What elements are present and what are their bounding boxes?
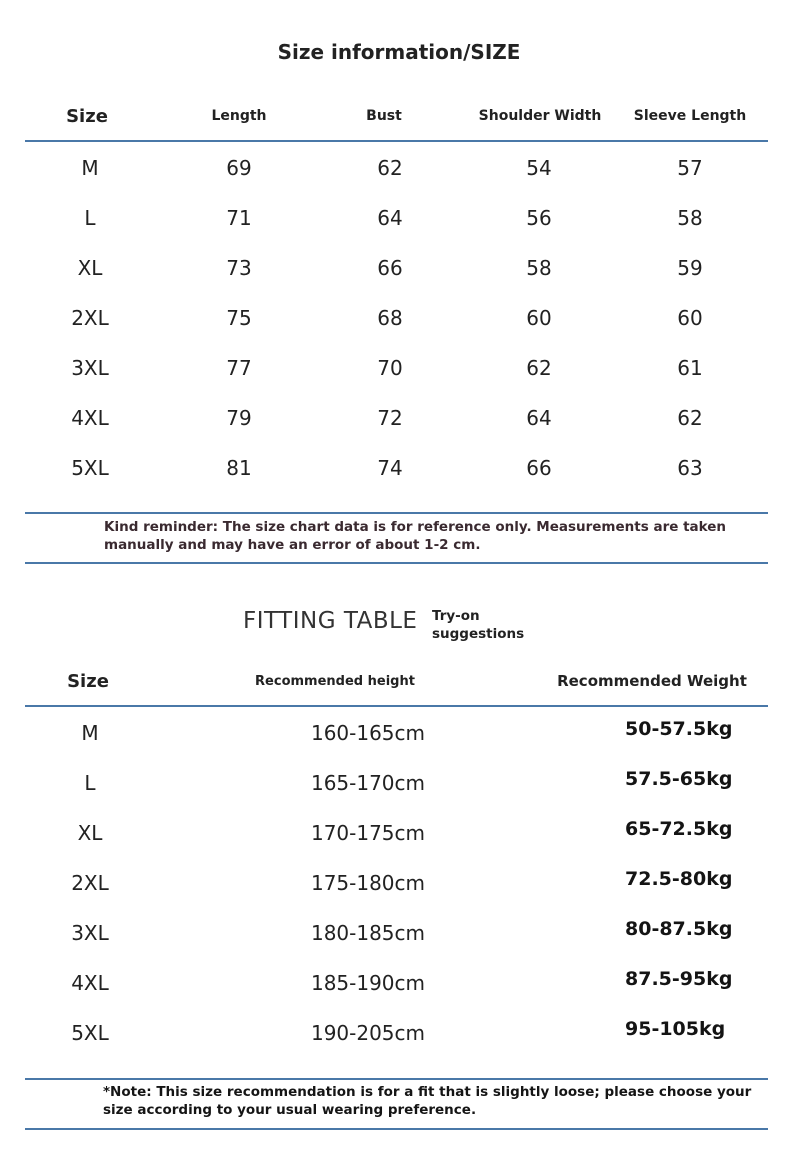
reminder-bottom-rule	[25, 562, 768, 564]
size-info-value-cell: 66	[377, 256, 403, 280]
fitting-header-weight: Recommended Weight	[557, 672, 747, 690]
fitting-weight-cell: 65-72.5kg	[625, 818, 733, 840]
reminder-top-rule	[25, 512, 768, 514]
size-info-value-cell: 54	[526, 156, 552, 180]
fitting-weight-cell: 50-57.5kg	[625, 718, 733, 740]
size-info-value-cell: 74	[377, 456, 403, 480]
fitting-weight-cell: 80-87.5kg	[625, 918, 733, 940]
size-info-value-cell: 56	[526, 206, 552, 230]
fitting-height-cell: 170-175cm	[310, 821, 426, 845]
fitting-height-cell: 180-185cm	[310, 921, 426, 945]
fitting-size-cell: L	[84, 771, 96, 795]
fitting-size-cell: M	[81, 721, 99, 745]
fitting-size-cell: 2XL	[71, 871, 109, 895]
fitting-table-subtitle: Try-on suggestions	[432, 608, 525, 642]
size-info-value-cell: 79	[226, 406, 252, 430]
fitting-size-cell: XL	[77, 821, 103, 845]
size-info-value-cell: 60	[526, 306, 552, 330]
size-info-value-cell: 62	[377, 156, 403, 180]
size-info-value-cell: 66	[526, 456, 552, 480]
size-info-size-cell: L	[84, 206, 96, 230]
fitting-header-height: Recommended height	[255, 674, 415, 689]
size-info-header-length: Length	[211, 108, 267, 124]
size-info-value-cell: 64	[377, 206, 403, 230]
fitting-weight-cell: 57.5-65kg	[625, 768, 733, 790]
fitting-weight-cell: 87.5-95kg	[625, 968, 733, 990]
fitting-size-cell: 5XL	[71, 1021, 109, 1045]
size-info-header-bust: Bust	[366, 108, 402, 124]
fitting-height-cell: 160-165cm	[310, 721, 426, 745]
size-info-value-cell: 70	[377, 356, 403, 380]
fitting-size-cell: 4XL	[71, 971, 109, 995]
size-info-reminder: Kind reminder: The size chart data is for reference only. Measurements are taken manually and may have an error of about 1-2 cm.	[104, 519, 727, 553]
note-top-rule	[25, 1078, 768, 1080]
size-info-value-cell: 61	[677, 356, 703, 380]
fitting-height-cell: 190-205cm	[310, 1021, 426, 1045]
size-info-value-cell: 58	[677, 206, 703, 230]
size-info-value-cell: 63	[677, 456, 703, 480]
size-info-value-cell: 57	[677, 156, 703, 180]
fitting-weight-cell: 95-105kg	[625, 1018, 726, 1040]
size-info-value-cell: 73	[226, 256, 252, 280]
size-info-value-cell: 69	[226, 156, 252, 180]
size-info-value-cell: 62	[677, 406, 703, 430]
size-info-value-cell: 58	[526, 256, 552, 280]
size-info-size-cell: 5XL	[71, 456, 109, 480]
size-info-value-cell: 71	[226, 206, 252, 230]
size-info-value-cell: 59	[677, 256, 703, 280]
size-info-header-rule	[25, 140, 768, 142]
size-info-value-cell: 60	[677, 306, 703, 330]
size-info-value-cell: 77	[226, 356, 252, 380]
size-info-size-cell: M	[81, 156, 99, 180]
size-info-value-cell: 81	[226, 456, 252, 480]
fitting-note: *Note: This size recommendation is for a fit that is slightly loose; please choose your size according to your usual wearing preference.	[103, 1084, 752, 1118]
size-info-value-cell: 75	[226, 306, 252, 330]
fitting-header-size: Size	[67, 671, 109, 692]
size-info-header-shoulder-width: Shoulder Width	[478, 108, 602, 124]
size-info-title: Size information/SIZE	[277, 40, 521, 64]
fitting-height-cell: 175-180cm	[310, 871, 426, 895]
fitting-weight-cell: 72.5-80kg	[625, 868, 733, 890]
size-info-size-cell: 2XL	[71, 306, 109, 330]
size-info-size-cell: 4XL	[71, 406, 109, 430]
size-info-value-cell: 68	[377, 306, 403, 330]
size-info-size-cell: XL	[77, 256, 103, 280]
size-info-size-cell: 3XL	[71, 356, 109, 380]
fitting-size-cell: 3XL	[71, 921, 109, 945]
fitting-table-title: FITTING TABLE	[243, 608, 418, 634]
fitting-height-cell: 185-190cm	[310, 971, 426, 995]
note-bottom-rule	[25, 1128, 768, 1130]
size-info-value-cell: 62	[526, 356, 552, 380]
fitting-header-rule	[25, 705, 768, 707]
size-info-value-cell: 72	[377, 406, 403, 430]
size-info-header-size: Size	[66, 106, 108, 127]
size-info-header-sleeve-length: Sleeve Length	[633, 108, 747, 124]
fitting-height-cell: 165-170cm	[310, 771, 426, 795]
size-info-value-cell: 64	[526, 406, 552, 430]
